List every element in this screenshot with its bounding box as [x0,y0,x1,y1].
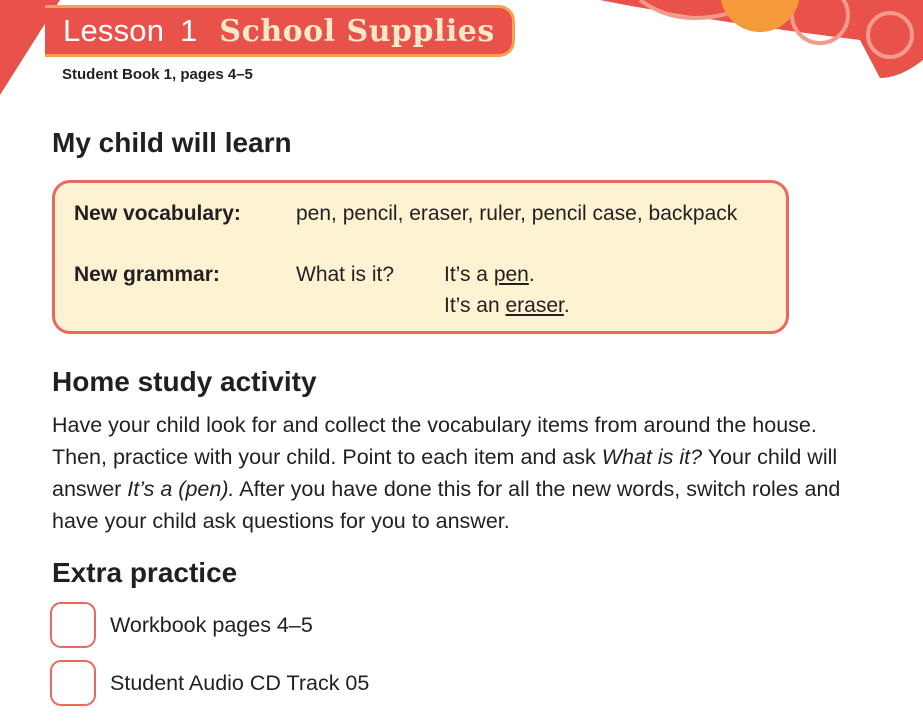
checkbox[interactable] [50,602,96,648]
learn-heading: My child will learn [52,127,292,158]
lesson-title: School Supplies [219,13,495,49]
paragraph-line: Then, practice with your child. Point to each item and ask What is it? Your child will [52,445,838,469]
home-study-heading: Home study activity [52,366,317,397]
extra-item-audio-cd [50,659,369,707]
extra-practice-heading: Extra practice [52,557,238,588]
lesson-number: 1 [180,13,198,48]
checkbox-label: Student Audio CD Track 05 [110,670,370,695]
lesson-header-tab [45,5,515,57]
book-reference: Student Book 1, pages 4–5 [62,66,253,83]
grammar-label: New grammar: [74,263,220,286]
vocab-value: pen, pencil, eraser, ruler, pencil case, backpack [296,202,738,225]
learn-box [52,180,789,334]
answer-2-word: eraser [505,294,564,317]
home-study-paragraph [52,409,912,537]
paragraph-line: answer It’s a (pen). After you have done this for all the new words, switch roles and [52,477,841,501]
paragraph-line: have your child ask questions for you to answer. [52,509,510,533]
checkbox[interactable] [50,660,96,706]
checkbox-label: Workbook pages 4–5 [110,612,313,637]
answer-1-word: pen [493,263,529,286]
paragraph-line: Have your child look for and collect the vocabulary items from around the house. [52,413,817,437]
vocab-label: New vocabulary: [74,202,241,225]
grammar-answer-1: It’s a pen. [444,263,535,286]
grammar-question: What is it? [296,263,395,286]
lesson-label: Lesson [63,13,165,48]
grammar-answer-2: It’s an eraser. [444,294,570,317]
extra-item-workbook [50,601,313,649]
